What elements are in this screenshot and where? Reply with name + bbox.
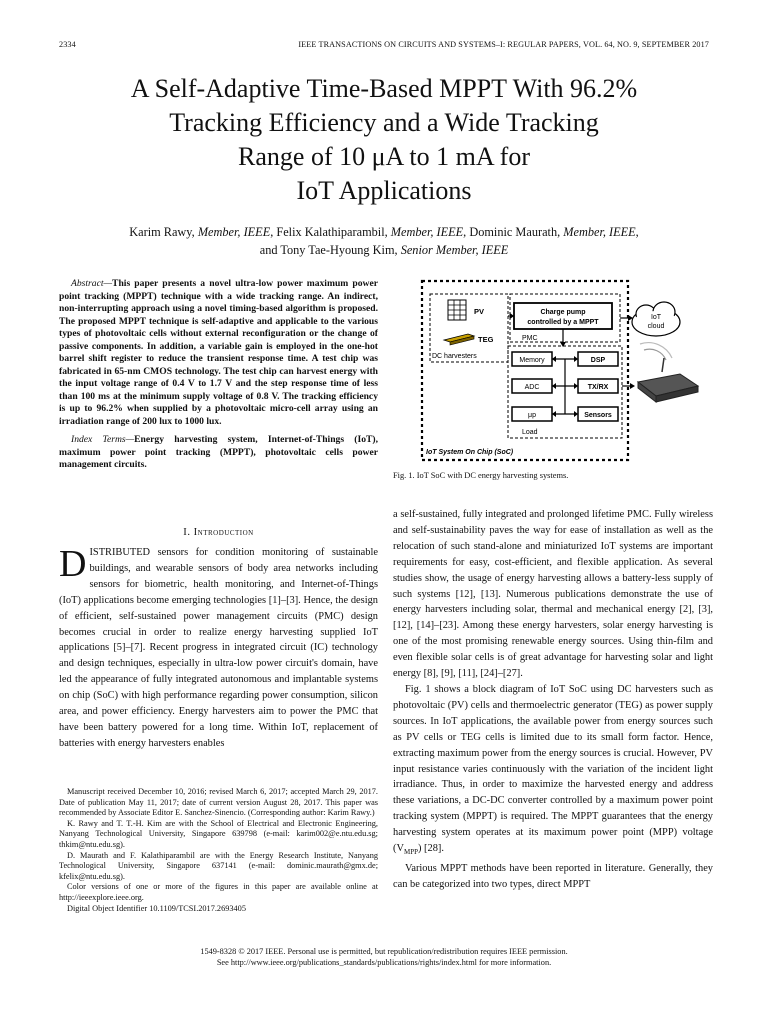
- intro-right-column: [393, 507, 713, 893]
- abstract-text: This paper presents a novel ultra-low power maximum power point tracking (MPPT) technique with a wide tracking range. An indirect, non-interrupting approach using a novel timing-based algorithm is proposed. The proposed MPPT technique is self-adaptive and applicable to the various types of photovoltaic cells without external reconfiguration or the change of passive components. In addition, a variable gain is employed in the one-hot barrel shift register to reduce the transient response time. A test chip was fabricated in 65-nm CMOS technology. The test chip can harvest energy with the input voltage range of 0.4 V to 1.7 V and the step response time of less than 100 ms at the minimum supply voltage of 0.8 V. The tracking efficiency is up to 96.2% when supplied by a photovoltaic micro-cell array using an irradiation range of 200 lux to 1000 lux.: [59, 278, 378, 427]
- microprocessor-label: μp: [528, 412, 536, 419]
- intro-text: sensors for condition monitoring of sustainable buildings, and wearable sensors of body area networks including sensors for biometric, health monitoring, and Internet-of-Things (IoT) applications become emerging technologies [1]–[3]. Hence, the design of efficient, self-sustained power management circuits (PMC) design becomes crucial in order to realize energy harvesting supplied IoT applications [5]–[7]. Recent progress in integrated circuit (IC) technology and design techniques, especially in ultra-low power circuit's domain, have led the appearance of fully integrated autonomous and implantable systems on chip (SoC) with high performance regarding power consumption, silicon area, and power efficiency. Energy harvesters aim to power the PMC that have been battery powered for a long time. Within IoT, replacement of batteries with energy harvesters enables: [59, 547, 378, 749]
- figure-1-block-diagram: [418, 278, 718, 464]
- cloud-label-2: cloud: [647, 323, 665, 330]
- abstract-label: Abstract—: [71, 278, 113, 289]
- author-name: Felix Kalathiparambil: [276, 225, 385, 239]
- footnote: Color versions of one or more of the figures in this paper are available online at http://ieeexplore.ieee.org.: [59, 882, 378, 902]
- journal-header: IEEE TRANSACTIONS ON CIRCUITS AND SYSTEMS–I: REGULAR PAPERS, VOL. 64, NO. 9, SEPTEMBER 2017: [298, 40, 709, 49]
- copyright-line: 1549-8328 © 2017 IEEE. Personal use is permitted, but republication/redistribution requires IEEE permission.: [200, 947, 568, 956]
- author-role: Member, IEEE: [197, 225, 271, 239]
- index-terms-text: Energy harvesting system, Internet-of-Things (IoT), maximum power point tracking (MPPT), photovoltaic cells power management circuits.: [59, 434, 379, 470]
- teg-label: TEG: [478, 335, 494, 344]
- section-heading: I. Introduction: [183, 527, 254, 538]
- title-line: Range of 10 μA to 1 mA for: [238, 142, 530, 171]
- index-terms-label: Index Terms—: [71, 434, 135, 445]
- dropcap-lead: ISTRIBUTED: [89, 547, 151, 558]
- footnote: K. Rawy and T. T.-H. Kim are with the School of Electrical and Electronic Engineering, Nanyang Technological University, Singapore 639798 (e-mail: karim002@e.ntu.edu.sg; thkim@ntu.edu.sg).: [59, 818, 378, 849]
- cloud-label: IoT: [650, 314, 662, 321]
- dc-harvesters-label: DC harvesters: [432, 353, 477, 360]
- soc-label: IoT System On Chip (SoC): [426, 449, 514, 456]
- author-name: Dominic Maurath: [469, 225, 558, 239]
- teg-icon: [444, 334, 474, 345]
- paragraph: a self-sustained, fully integrated and prolonged lifetime PMC. Fully wireless and self-sustainability paves the way for ease of installation as well as the relocation of such stand-alone and miniaturized IoT systems are important requirements for easy, cost-efficient, and flexible application. As several studies show, the usage of energy harvesting allows a battery-less supply of such systems [12], [13]. Numerous publications demonstrate the use of energy harvesters including solar, thermal and mechanical energy [2], [3], [12], [14]–[23]. Among these energy harvesters, solar energy harvesting is one of the most promising renewable energy sources. Using thin-film and even flexible solar cells is of great advantage for harvesting solar and light energy [8], [9], [11], [24]–[27].: [393, 509, 713, 680]
- author-role: Member, IEEE: [390, 225, 464, 239]
- charge-pump-label-2: controlled by a MPPT: [527, 319, 599, 326]
- intro-left-column: [59, 545, 378, 752]
- pv-cell-icon: [448, 300, 466, 320]
- author-name: Tony Tae-Hyoung Kim: [280, 243, 395, 257]
- pv-label: PV: [474, 307, 485, 316]
- paragraph: Fig. 1 shows a block diagram of IoT SoC using DC harvesters such as photovoltaic (PV) cells and thermoelectric generator (TEG) as power supply sources. In IoT applications, the available power from energy sources such as PV cells or TEG cells is limited due to its small form factor. Hence, extracting maximum power from the energy sources is crucial. However, PV input resistance varies continuously with the variation of the incident light irradiance. Thus, in order to maximize the harvested energy and address these variations, a DC-DC converter controlled by a maximum power point tracking system (MPPT) is required. The MPPT guarantees that the energy harvesting system operates at its maximum power point (MPP) voltage $(V_{MPP})$ [28].: [393, 683, 713, 857]
- author-role: Member, IEEE: [563, 225, 636, 239]
- footnotes: [59, 787, 378, 914]
- router-icon: [638, 343, 698, 402]
- page-number: 2334: [59, 40, 76, 49]
- footnote: Digital Object Identifier 10.1109/TCSI.2017.2693405: [67, 903, 246, 913]
- title-line: A Self-Adaptive Time-Based MPPT With 96.2%: [130, 74, 638, 103]
- charge-pump-label: Charge pump: [540, 309, 586, 316]
- dsp-label: DSP: [590, 357, 606, 364]
- txrx-label: TX/RX: [587, 384, 609, 391]
- load-label: Load: [522, 429, 538, 436]
- memory-label: Memory: [519, 357, 545, 364]
- figure-caption: Fig. 1. IoT SoC with DC energy harvesting systems.: [393, 471, 569, 480]
- footnote: Manuscript received December 10, 2016; revised March 6, 2017; accepted March 29, 2017. Date of publication May 11, 2017; date of current version August 28, 2017. This paper was recommended by Associate Editor E. Sanchez-Sinencio. (Corresponding author: Karim Rawy.): [59, 787, 378, 818]
- abstract: [59, 278, 378, 472]
- copyright-footer: [40, 946, 728, 968]
- adc-label: ADC: [524, 384, 540, 391]
- title-line: Tracking Efficiency and a Wide Tracking: [169, 108, 599, 137]
- sensors-label: Sensors: [584, 412, 612, 419]
- footnote: D. Maurath and F. Kalathiparambil are with the Energy Research Institute, Nanyang Technological University, Singapore 637141 (e-mail: dominic.maurath@gmx.de; kfelix@ntu.edu.sg).: [59, 850, 378, 881]
- author-list: Karim Rawy, Member, IEEE, Felix Kalathiparambil, Member, IEEE, Dominic Maurath, Member, IEEE, and Tony Tae-Hyoung Kim, Senior Member, IEEE: [129, 225, 639, 257]
- title-line: IoT Applications: [296, 176, 472, 205]
- author-role: Senior Member, IEEE: [400, 243, 509, 257]
- author-name: Karim Rawy: [129, 225, 192, 239]
- dc-harvesters-box: [430, 294, 508, 362]
- paragraph: Various MPPT methods have been reported in literature. Generally, they can be categorized into two types, direct MPPT: [393, 863, 713, 890]
- pmc-label: PMC: [522, 335, 538, 342]
- dropcap: D: [59, 543, 87, 585]
- rights-link-line: See http://www.ieee.org/publications_standards/publications/rights/index.html for more information.: [216, 958, 552, 967]
- paper-title: [40, 72, 728, 208]
